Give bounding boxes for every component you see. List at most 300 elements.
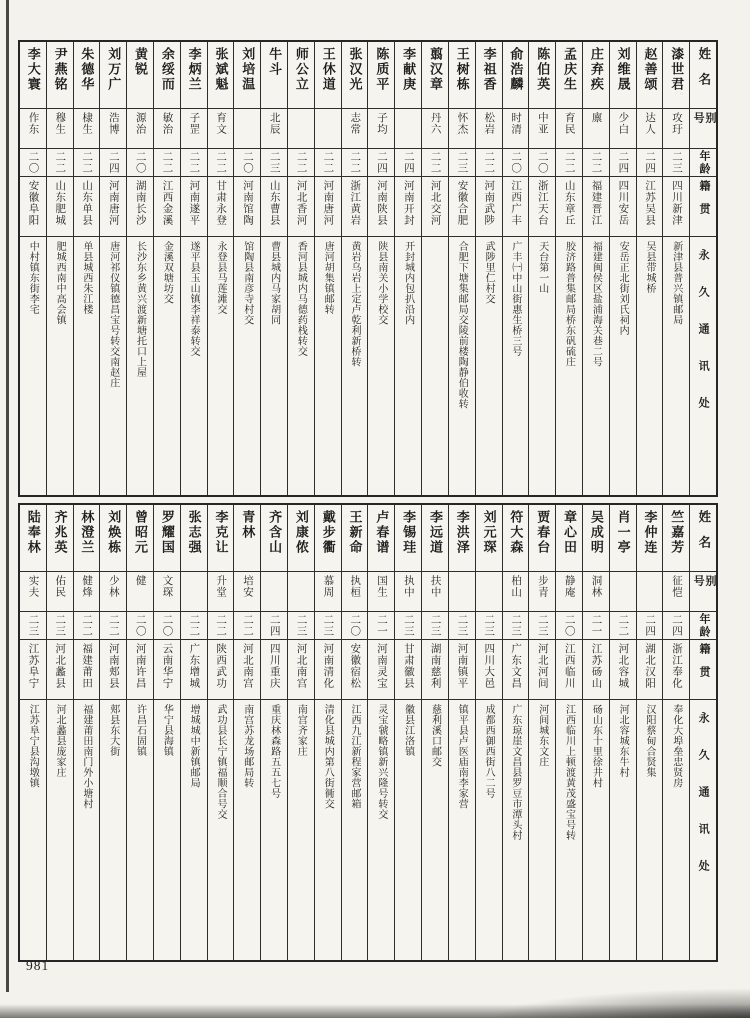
person-address-text: 河北容城东牛村 [617, 704, 629, 778]
person-address [288, 699, 314, 960]
person-address [529, 236, 555, 495]
person-name-text: 刘万广 [106, 47, 122, 92]
person-name-text: 戴步衢 [320, 510, 336, 555]
person-alias [288, 108, 314, 148]
person-address [20, 236, 46, 495]
person-age-text: 二〇 [241, 151, 253, 174]
person-address-text: 陕县南关小学校交 [375, 241, 387, 325]
header-native-text: 籍贯 [698, 180, 711, 226]
person-native [127, 176, 153, 236]
person-address [449, 236, 475, 495]
person-name-text: 张斌魁 [213, 47, 229, 92]
person-column [234, 505, 261, 960]
person-age [529, 611, 555, 639]
person-age-text: 二二 [241, 614, 253, 637]
person-age [127, 148, 153, 176]
person-column [315, 42, 342, 495]
person-native [422, 176, 448, 236]
person-name-text: 罗耀国 [159, 510, 175, 555]
person-age-text: 二〇 [27, 151, 39, 174]
person-age-text: 二二 [349, 151, 361, 174]
person-name-text: 黄锐 [133, 47, 149, 77]
person-native [100, 639, 126, 699]
person-alias [315, 571, 341, 611]
person-native-text: 河北容城 [617, 643, 629, 689]
person-address-text: 曹县城内马家胡同 [268, 241, 280, 325]
person-age-text: 二四 [107, 151, 119, 174]
person-alias [663, 571, 689, 611]
person-name [556, 505, 582, 571]
person-native-text: 河南武陟 [483, 180, 495, 226]
person-name [368, 42, 394, 108]
person-age [234, 148, 260, 176]
person-column [154, 42, 181, 495]
person-address [100, 699, 126, 960]
person-column [127, 505, 154, 960]
person-address [342, 236, 368, 495]
person-native [261, 176, 287, 236]
person-age [663, 148, 689, 176]
person-native [637, 176, 663, 236]
person-column [583, 505, 610, 960]
person-name [610, 505, 636, 571]
person-alias [583, 108, 609, 148]
person-alias-text: 洞林 [590, 575, 602, 598]
person-age-text: 二二 [215, 151, 227, 174]
person-alias-text: 步青 [536, 575, 548, 598]
person-native-text: 河南唐河 [107, 180, 119, 226]
person-alias [395, 571, 421, 611]
person-native [181, 176, 207, 236]
person-native [610, 639, 636, 699]
person-column [154, 505, 181, 960]
person-address [610, 236, 636, 495]
person-native-text: 浙江奉化 [670, 643, 682, 689]
person-alias-text: 子罡 [188, 112, 200, 135]
person-age-text: 二〇 [349, 614, 361, 637]
person-alias-text: 源治 [134, 112, 146, 135]
person-age [181, 611, 207, 639]
person-native [47, 176, 73, 236]
person-address-text: 肥城西南中高会镇 [54, 241, 66, 325]
person-age-text: 二二 [295, 151, 307, 174]
person-age-text: 二二 [590, 151, 602, 174]
person-address [663, 236, 689, 495]
person-age [503, 611, 529, 639]
person-native [234, 639, 260, 699]
person-address [288, 236, 314, 495]
person-address [234, 236, 260, 495]
person-address [503, 236, 529, 495]
person-name [181, 505, 207, 571]
person-address-text: 永登县马莲滩交 [214, 241, 226, 315]
person-address [422, 236, 448, 495]
person-address-text: 唐河祁仪镇德昌宝号转交南赵庄 [107, 241, 119, 388]
person-native-text: 河北香河 [295, 180, 307, 226]
person-address-text: 安岳正北街刘氏祠内 [617, 241, 629, 336]
person-age-text: 二三 [429, 614, 441, 637]
header-address [690, 699, 716, 960]
person-address [395, 236, 421, 495]
person-name [395, 42, 421, 108]
person-age-text: 二二 [617, 614, 629, 637]
person-address-text: 汉阳蔡甸合贤集 [643, 704, 655, 778]
person-alias [261, 571, 287, 611]
person-alias [342, 108, 368, 148]
person-age [342, 148, 368, 176]
person-native-text: 山东单县 [81, 180, 93, 226]
person-alias-text: 作东 [27, 112, 39, 135]
person-column [476, 42, 503, 495]
person-alias [154, 108, 180, 148]
person-age [476, 611, 502, 639]
person-alias [503, 571, 529, 611]
person-native [74, 176, 100, 236]
person-alias [503, 108, 529, 148]
person-address-text: 江西九江新程家营邮箱 [349, 704, 361, 809]
person-address-text: 唐河胡集镇邮转 [322, 241, 334, 315]
person-age [261, 611, 287, 639]
header-name-text: 姓名 [696, 510, 711, 561]
person-age [449, 148, 475, 176]
person-alias [422, 571, 448, 611]
person-column [368, 505, 395, 960]
person-name [476, 505, 502, 571]
person-name [637, 42, 663, 108]
person-age [529, 148, 555, 176]
person-native-text: 甘肃徽县 [402, 643, 414, 689]
person-name-text: 翦汉章 [427, 47, 443, 92]
person-alias-text: 时清 [510, 112, 522, 135]
person-age-text: 二三 [536, 614, 548, 637]
person-name [556, 42, 582, 108]
header-name [690, 505, 716, 571]
person-alias-text: 执桓 [349, 575, 361, 598]
person-native-text: 福建莆田 [81, 643, 93, 689]
person-native [476, 176, 502, 236]
person-name-text: 赵善颂 [642, 47, 658, 92]
person-name-text: 刘元琛 [481, 510, 497, 555]
person-address [47, 236, 73, 495]
person-age [100, 148, 126, 176]
person-name [100, 505, 126, 571]
person-native [637, 639, 663, 699]
person-name-text: 李祖香 [481, 47, 497, 92]
person-age [47, 148, 73, 176]
person-column [583, 42, 610, 495]
person-age-text: 二二 [188, 614, 200, 637]
person-native-text: 江苏砀山 [590, 643, 602, 689]
person-native-text: 山东曹县 [268, 180, 280, 226]
person-age [663, 611, 689, 639]
person-age-text: 二三 [54, 614, 66, 637]
person-column [637, 42, 664, 495]
person-address-text: 清化县城内第八街衕交 [322, 704, 334, 809]
header-age-text: 年龄 [698, 612, 711, 639]
person-name-text: 李炳兰 [186, 47, 202, 92]
person-address-text: 广东琼崖文昌县罗豆市潭头村 [509, 704, 521, 841]
scan-edge-bottom [0, 1004, 750, 1018]
person-age [637, 148, 663, 176]
person-address [368, 699, 394, 960]
person-age [503, 148, 529, 176]
person-age-text: 二二 [322, 151, 334, 174]
person-address [315, 699, 341, 960]
person-column [74, 505, 101, 960]
person-age-text: 二四 [670, 614, 682, 637]
header-address-text: 永久通讯处 [697, 249, 710, 434]
person-name [610, 42, 636, 108]
person-name-text: 漆世君 [669, 47, 685, 92]
person-alias-text: 升堂 [215, 575, 227, 598]
person-age-text: 二三 [402, 614, 414, 637]
scan-edge-left [6, 0, 9, 992]
person-age-text: 二四 [268, 614, 280, 637]
person-name [342, 505, 368, 571]
person-alias [342, 571, 368, 611]
person-address-text: 香河县城内马德药栈转交 [295, 241, 307, 357]
person-alias-text: 敏治 [161, 112, 173, 135]
person-age [556, 611, 582, 639]
person-address-text: 重庆林森路五五七号 [268, 704, 280, 799]
person-native-text: 江西广丰 [510, 180, 522, 226]
person-address-text: 合肥下塘集邮局交陵前楼陶静伯收转 [456, 241, 468, 409]
person-alias [637, 571, 663, 611]
person-address-text: 胶济路普集邮局桥东矾硫庄 [563, 241, 575, 367]
person-column [315, 505, 342, 960]
person-name [20, 505, 46, 571]
person-age-text: 二二 [81, 151, 93, 174]
person-name [315, 505, 341, 571]
person-age-text: 二〇 [134, 151, 146, 174]
person-native-text: 河南灵宝 [376, 643, 387, 689]
person-column [422, 505, 449, 960]
person-age [422, 611, 448, 639]
person-address-text: 许昌石固镇 [134, 704, 146, 757]
person-name-text: 李仲连 [642, 510, 658, 555]
person-alias [610, 108, 636, 148]
person-age-text: 二四 [644, 614, 656, 637]
person-native [422, 639, 448, 699]
person-alias-text: 慕周 [322, 575, 334, 598]
person-age-text: 二〇 [536, 151, 548, 174]
header-address [690, 236, 716, 495]
person-age-text: 二三 [295, 614, 307, 637]
person-name [342, 42, 368, 108]
person-name [154, 505, 180, 571]
person-native [100, 176, 126, 236]
header-alias-text: 别号 [692, 575, 716, 594]
person-age-text: 二四 [376, 151, 387, 174]
person-name [208, 42, 234, 108]
person-age [208, 611, 234, 639]
person-alias-text: 征恺 [670, 575, 682, 598]
person-address-text: 镇平县卢医庙南李家营 [456, 704, 468, 809]
person-alias-text: 文琛 [161, 575, 173, 598]
header-native-text: 籍贯 [698, 643, 711, 689]
person-native [181, 639, 207, 699]
person-address-text: 江西临川上顿渡黄茂盛宝号转 [563, 704, 575, 841]
person-native-text: 陕西武功 [215, 643, 227, 689]
person-native-text: 浙江天台 [536, 180, 548, 226]
person-native [663, 176, 689, 236]
person-name-text: 贾春台 [535, 510, 551, 555]
person-address-text: 河北蠡县庞家庄 [54, 704, 66, 778]
person-address [315, 236, 341, 495]
person-alias [100, 108, 126, 148]
person-alias [556, 571, 582, 611]
person-alias [395, 108, 421, 148]
person-native-text: 河南许昌 [134, 643, 146, 689]
person-age-text: 二三 [510, 614, 522, 637]
person-name-text: 王休道 [320, 47, 336, 92]
person-native [74, 639, 100, 699]
person-native-text: 河北河间 [536, 643, 548, 689]
person-alias-text: 培安 [241, 575, 253, 598]
person-column [449, 42, 476, 495]
person-alias [127, 571, 153, 611]
person-name-text: 章心田 [562, 510, 578, 555]
person-age [637, 611, 663, 639]
header-alias-text: 别号 [692, 112, 716, 131]
header-column [690, 42, 716, 495]
person-name-text: 刘康侬 [293, 510, 309, 555]
person-alias-text: 怀杰 [456, 112, 468, 135]
person-column [503, 505, 530, 960]
person-name-text: 师公立 [293, 47, 309, 92]
person-alias [20, 571, 46, 611]
person-address-text: 河间城东文庄 [536, 704, 548, 767]
person-column [395, 42, 422, 495]
person-age-text: 二四 [644, 151, 656, 174]
person-age [20, 611, 46, 639]
person-address [422, 699, 448, 960]
person-column [208, 42, 235, 495]
person-age [395, 148, 421, 176]
person-age-text: 二二 [563, 151, 575, 174]
person-native-text: 河南开封 [402, 180, 414, 226]
person-alias [261, 108, 287, 148]
person-age-text: 二三 [670, 151, 682, 174]
person-column [288, 42, 315, 495]
person-column [208, 505, 235, 960]
person-name-text: 刘维晟 [615, 47, 631, 92]
person-address [503, 699, 529, 960]
person-name [529, 505, 555, 571]
person-age-text: 二三 [268, 151, 280, 174]
person-age-text: 二二 [483, 151, 495, 174]
person-name [449, 42, 475, 108]
person-native-text: 江西临川 [563, 643, 575, 689]
person-column [529, 505, 556, 960]
person-address [127, 236, 153, 495]
header-alias [690, 571, 716, 611]
person-name [100, 42, 126, 108]
person-name-text: 林澄兰 [79, 510, 95, 555]
person-column [100, 505, 127, 960]
person-name [234, 505, 260, 571]
person-age-text: 二〇 [161, 614, 173, 637]
person-address [74, 699, 100, 960]
person-native-text: 河南遂平 [188, 180, 200, 226]
person-native-text: 广东增城 [188, 643, 200, 689]
person-address-text: 吴县带城桥 [643, 241, 655, 294]
person-column [610, 505, 637, 960]
person-name-text: 符大森 [508, 510, 524, 555]
person-alias-text: 子均 [376, 112, 387, 135]
person-alias-text: 执中 [402, 575, 414, 598]
person-native-text: 四川新津 [670, 180, 682, 226]
person-native [503, 176, 529, 236]
person-address [261, 236, 287, 495]
person-native [556, 176, 582, 236]
person-address-text: 增城城中新镇邮局 [188, 704, 200, 788]
person-column [610, 42, 637, 495]
header-age [690, 148, 716, 176]
person-native-text: 湖南慈利 [429, 643, 441, 689]
person-address [449, 699, 475, 960]
person-address-text: 华宁县海镇 [161, 704, 173, 757]
person-address-text: 福建闽侯区盐浦海关巷二号 [590, 241, 602, 367]
person-native [20, 639, 46, 699]
person-age [610, 611, 636, 639]
header-age-text: 年龄 [698, 149, 711, 176]
person-address [529, 699, 555, 960]
person-alias-text: 少白 [617, 112, 629, 135]
person-alias-text: 松岩 [483, 112, 495, 135]
person-native-text: 浙江黄岩 [349, 180, 361, 226]
person-column [261, 505, 288, 960]
person-name [47, 505, 73, 571]
person-address-text: 黄岩乌岩上定卢乾利新桥转 [349, 241, 361, 367]
person-name [20, 42, 46, 108]
person-address [368, 236, 394, 495]
person-native [261, 639, 287, 699]
person-address [181, 699, 207, 960]
person-column [47, 505, 74, 960]
person-address [234, 699, 260, 960]
person-column [100, 42, 127, 495]
person-column [503, 42, 530, 495]
person-address-text: 新津县普兴镇邮局 [670, 241, 682, 325]
person-native [610, 176, 636, 236]
person-alias-text: 健 [134, 575, 146, 587]
person-column [449, 505, 476, 960]
person-address-text: 江苏阜宁县沟墩镇 [27, 704, 39, 788]
person-age [610, 148, 636, 176]
person-address [154, 236, 180, 495]
person-alias-text: 中亚 [536, 112, 548, 135]
person-address [100, 236, 126, 495]
person-address-text: 武陟里仁村交 [483, 241, 495, 304]
person-alias [610, 571, 636, 611]
person-age [583, 611, 609, 639]
person-address [342, 699, 368, 960]
person-alias [476, 571, 502, 611]
person-alias [74, 108, 100, 148]
person-age [20, 148, 46, 176]
person-column [556, 505, 583, 960]
person-address [208, 699, 234, 960]
person-name [476, 42, 502, 108]
person-column [342, 42, 369, 495]
person-name [288, 42, 314, 108]
person-alias [315, 108, 341, 148]
person-address-text: 慈利溪口邮交 [429, 704, 441, 767]
person-address-text: 金溪双塘坊交 [161, 241, 173, 304]
person-name [234, 42, 260, 108]
person-age [154, 148, 180, 176]
